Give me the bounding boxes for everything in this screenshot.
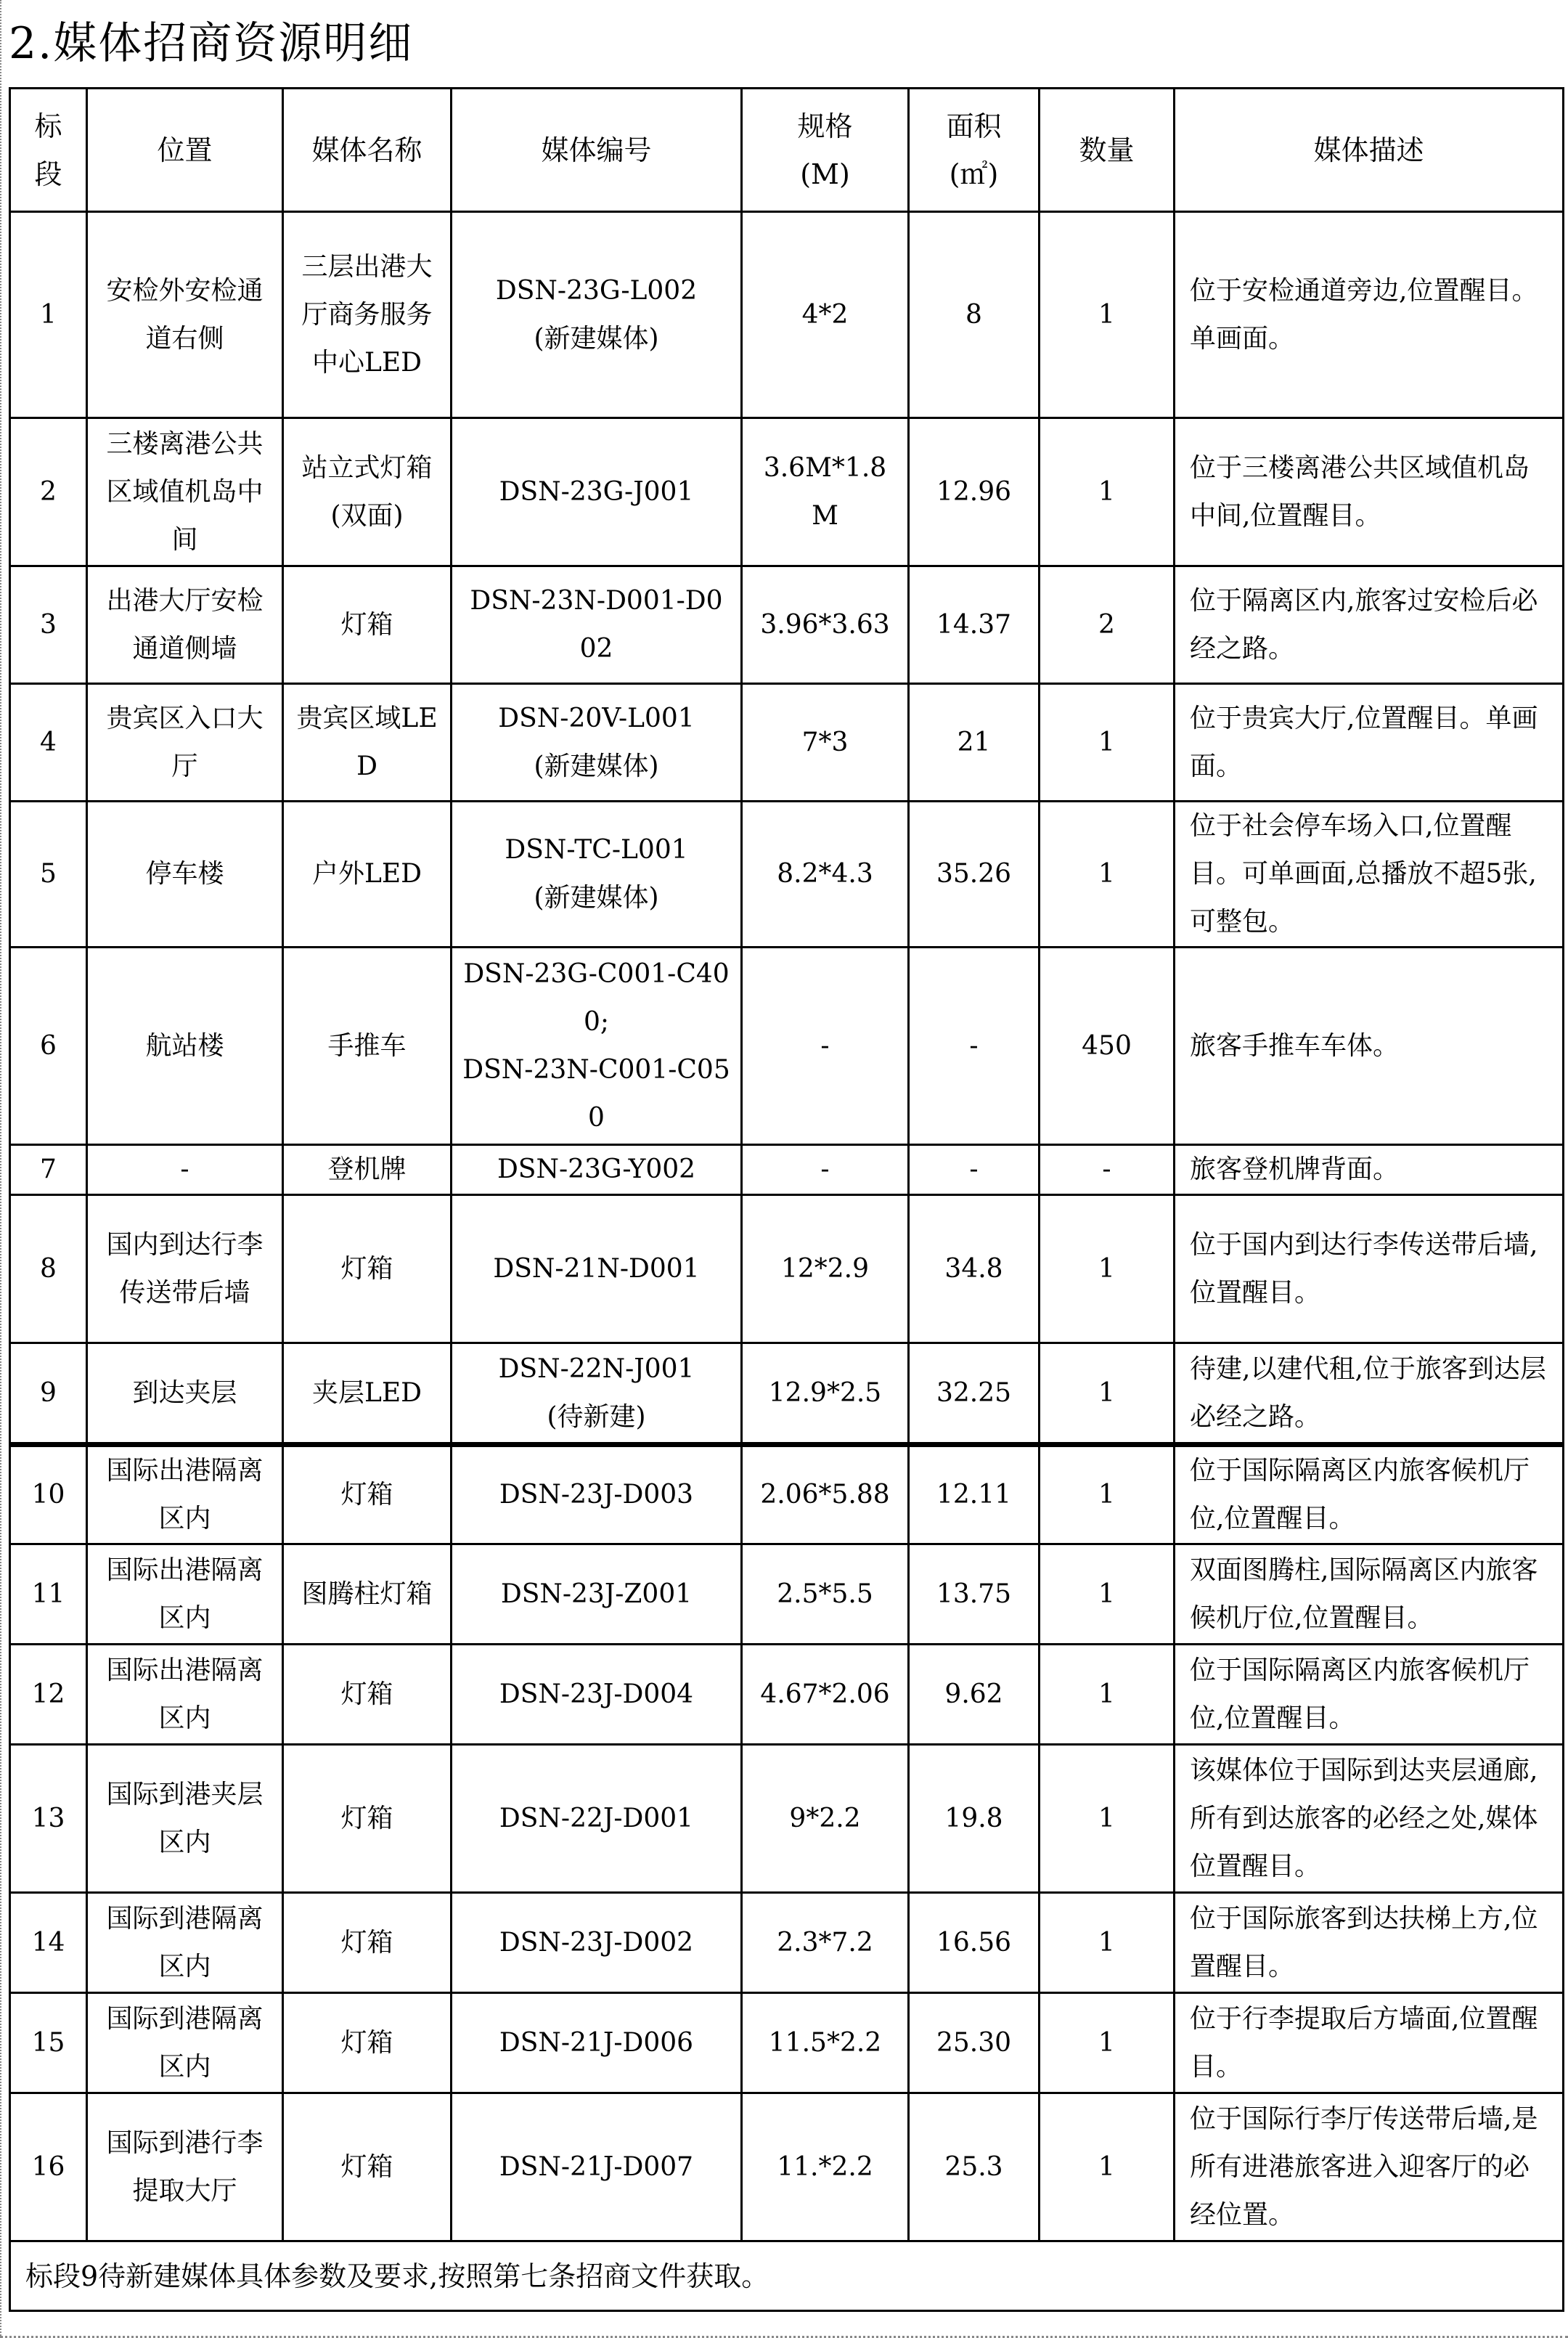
cell-spec: 3.6M*1.8M	[742, 418, 909, 566]
cell-description: 旅客手推车车体。	[1175, 948, 1564, 1145]
table-row	[10, 418, 1564, 566]
cell-media-code: DSN-23G-C001-C400; DSN-23N-C001-C050	[452, 948, 742, 1145]
cell-location: 停车楼	[87, 802, 283, 948]
table-row	[10, 1645, 1564, 1745]
cell-spec: 12*2.9	[742, 1195, 909, 1343]
cell-area: 8	[909, 212, 1040, 418]
media-resource-table	[9, 87, 1564, 2312]
cell-quantity: 1	[1040, 1445, 1175, 1544]
table-row	[10, 802, 1564, 948]
cell-spec: 2.3*7.2	[742, 1893, 909, 1993]
table-body	[10, 212, 1564, 2311]
table-row	[10, 1993, 1564, 2093]
table-row	[10, 566, 1564, 684]
cell-quantity: 1	[1040, 1745, 1175, 1893]
cell-media-code: DSN-20V-L001 (新建媒体)	[452, 684, 742, 802]
header-description: 媒体描述	[1175, 89, 1564, 212]
table-row	[10, 1544, 1564, 1645]
cell-quantity: 1	[1040, 1645, 1175, 1745]
cell-section-no: 15	[10, 1993, 87, 2093]
cell-location: 国际到港隔离区内	[87, 1893, 283, 1993]
cell-spec: 12.9*2.5	[742, 1343, 909, 1445]
table-row	[10, 1145, 1564, 1195]
header-media-code: 媒体编号	[452, 89, 742, 212]
table-row	[10, 1893, 1564, 1993]
cell-section-no: 16	[10, 2093, 87, 2241]
cell-area: 9.62	[909, 1645, 1040, 1745]
cell-description: 旅客登机牌背面。	[1175, 1145, 1564, 1195]
table-row	[10, 1195, 1564, 1343]
cell-media-name: 灯箱	[283, 1745, 452, 1893]
cell-media-name: 贵宾区域LED	[283, 684, 452, 802]
cell-spec: -	[742, 948, 909, 1145]
cell-media-code: DSN-23J-D003	[452, 1445, 742, 1544]
cell-description: 位于国际隔离区内旅客候机厅位,位置醒目。	[1175, 1445, 1564, 1544]
cell-spec: 4*2	[742, 212, 909, 418]
table-row	[10, 212, 1564, 418]
cell-media-name: 三层出港大厅商务服务中心LED	[283, 212, 452, 418]
cell-section-no: 3	[10, 566, 87, 684]
cell-section-no: 8	[10, 1195, 87, 1343]
cell-description: 位于行李提取后方墙面,位置醒目。	[1175, 1993, 1564, 2093]
table-row	[10, 1745, 1564, 1893]
cell-spec: 7*3	[742, 684, 909, 802]
cell-media-name: 灯箱	[283, 2093, 452, 2241]
table-row	[10, 948, 1564, 1145]
table-row	[10, 1445, 1564, 1544]
cell-spec: 9*2.2	[742, 1745, 909, 1893]
table-header-row	[10, 89, 1564, 212]
cell-section-no: 1	[10, 212, 87, 418]
header-quantity: 数量	[1040, 89, 1175, 212]
cell-area: 19.8	[909, 1745, 1040, 1893]
cell-quantity: 1	[1040, 802, 1175, 948]
cell-media-name: 登机牌	[283, 1145, 452, 1195]
cell-media-code: DSN-21J-D007	[452, 2093, 742, 2241]
cell-section-no: 13	[10, 1745, 87, 1893]
cell-description: 该媒体位于国际到达夹层通廊,所有到达旅客的必经之处,媒体位置醒目。	[1175, 1745, 1564, 1893]
cell-media-code: DSN-23G-L002 (新建媒体)	[452, 212, 742, 418]
table-row	[10, 2093, 1564, 2241]
cell-spec: 11.*2.2	[742, 2093, 909, 2241]
cell-media-name: 站立式灯箱(双面)	[283, 418, 452, 566]
cell-section-no: 9	[10, 1343, 87, 1445]
cell-location: 到达夹层	[87, 1343, 283, 1445]
cell-media-code: DSN-TC-L001 (新建媒体)	[452, 802, 742, 948]
cell-media-code: DSN-23J-Z001	[452, 1544, 742, 1645]
cell-spec: 4.67*2.06	[742, 1645, 909, 1745]
cell-location: 出港大厅安检通道侧墙	[87, 566, 283, 684]
cell-media-name: 图腾柱灯箱	[283, 1544, 452, 1645]
cell-media-name: 灯箱	[283, 1195, 452, 1343]
cell-quantity: 1	[1040, 1544, 1175, 1645]
header-area: 面积 (㎡)	[909, 89, 1040, 212]
cell-location: 国际到港夹层区内	[87, 1745, 283, 1893]
cell-description: 位于贵宾大厅,位置醒目。单画面。	[1175, 684, 1564, 802]
cell-quantity: 1	[1040, 418, 1175, 566]
table-row	[10, 684, 1564, 802]
cell-area: 12.96	[909, 418, 1040, 566]
cell-location: 国际到港隔离区内	[87, 1993, 283, 2093]
cell-location: 国内到达行李传送带后墙	[87, 1195, 283, 1343]
cell-section-no: 4	[10, 684, 87, 802]
cell-quantity: 1	[1040, 684, 1175, 802]
cell-quantity: 1	[1040, 1893, 1175, 1993]
cell-section-no: 7	[10, 1145, 87, 1195]
cell-description: 位于安检通道旁边,位置醒目。单画面。	[1175, 212, 1564, 418]
cell-media-name: 灯箱	[283, 1993, 452, 2093]
cell-location: 贵宾区入口大厅	[87, 684, 283, 802]
cell-description: 位于国际旅客到达扶梯上方,位置醒目。	[1175, 1893, 1564, 1993]
cell-location: 国际出港隔离区内	[87, 1645, 283, 1745]
cell-media-code: DSN-23J-D004	[452, 1645, 742, 1745]
cell-section-no: 2	[10, 418, 87, 566]
cell-area: 13.75	[909, 1544, 1040, 1645]
cell-media-code: DSN-23G-Y002	[452, 1145, 742, 1195]
cell-area: 25.3	[909, 2093, 1040, 2241]
cell-spec: 2.5*5.5	[742, 1544, 909, 1645]
cell-quantity: 450	[1040, 948, 1175, 1145]
cell-area: 21	[909, 684, 1040, 802]
cell-quantity: 1	[1040, 1993, 1175, 2093]
cell-section-no: 14	[10, 1893, 87, 1993]
cell-location: 三楼离港公共区域值机岛中间	[87, 418, 283, 566]
header-location: 位置	[87, 89, 283, 212]
cell-media-name: 手推车	[283, 948, 452, 1145]
footnote-row	[10, 2241, 1564, 2311]
cell-location: 航站楼	[87, 948, 283, 1145]
cell-section-no: 11	[10, 1544, 87, 1645]
cell-description: 位于国际隔离区内旅客候机厅位,位置醒目。	[1175, 1645, 1564, 1745]
cell-description: 位于三楼离港公共区域值机岛中间,位置醒目。	[1175, 418, 1564, 566]
header-media-name: 媒体名称	[283, 89, 452, 212]
cell-spec: 2.06*5.88	[742, 1445, 909, 1544]
cell-location: 国际出港隔离区内	[87, 1445, 283, 1544]
cell-area: 12.11	[909, 1445, 1040, 1544]
cell-description: 待建,以建代租,位于旅客到达层必经之路。	[1175, 1343, 1564, 1445]
cell-area: 32.25	[909, 1343, 1040, 1445]
cell-media-name: 灯箱	[283, 1445, 452, 1544]
cell-location: 国际出港隔离区内	[87, 1544, 283, 1645]
cell-area: 14.37	[909, 566, 1040, 684]
cell-quantity: 2	[1040, 566, 1175, 684]
cell-quantity: 1	[1040, 2093, 1175, 2241]
cell-media-code: DSN-21N-D001	[452, 1195, 742, 1343]
cell-area: 34.8	[909, 1195, 1040, 1343]
cell-area: 25.30	[909, 1993, 1040, 2093]
cell-media-code: DSN-22N-J001 (待新建)	[452, 1343, 742, 1445]
cell-media-code: DSN-22J-D001	[452, 1745, 742, 1893]
cell-location: 安检外安检通道右侧	[87, 212, 283, 418]
cell-quantity: -	[1040, 1145, 1175, 1195]
cell-section-no: 12	[10, 1645, 87, 1745]
cell-description: 位于隔离区内,旅客过安检后必经之路。	[1175, 566, 1564, 684]
cell-section-no: 10	[10, 1445, 87, 1544]
cell-media-code: DSN-23G-J001	[452, 418, 742, 566]
cell-media-code: DSN-23J-D002	[452, 1893, 742, 1993]
cell-media-code: DSN-23N-D001-D002	[452, 566, 742, 684]
cell-quantity: 1	[1040, 1343, 1175, 1445]
cell-spec: 11.5*2.2	[742, 1993, 909, 2093]
cell-description: 位于社会停车场入口,位置醒目。可单画面,总播放不超5张,可整包。	[1175, 802, 1564, 948]
cell-description: 位于国际行李厅传送带后墙,是所有进港旅客进入迎客厅的必经位置。	[1175, 2093, 1564, 2241]
cell-section-no: 6	[10, 948, 87, 1145]
cell-section-no: 5	[10, 802, 87, 948]
cell-description: 双面图腾柱,国际隔离区内旅客候机厅位,位置醒目。	[1175, 1544, 1564, 1645]
cell-location: 国际到港行李提取大厅	[87, 2093, 283, 2241]
cell-media-name: 户外LED	[283, 802, 452, 948]
cell-area: -	[909, 948, 1040, 1145]
cell-spec: 3.96*3.63	[742, 566, 909, 684]
cell-media-name: 灯箱	[283, 566, 452, 684]
cell-media-name: 夹层LED	[283, 1343, 452, 1445]
cell-quantity: 1	[1040, 212, 1175, 418]
cell-spec: -	[742, 1145, 909, 1195]
cell-quantity: 1	[1040, 1195, 1175, 1343]
cell-media-code: DSN-21J-D006	[452, 1993, 742, 2093]
cell-spec: 8.2*4.3	[742, 802, 909, 948]
cell-area: -	[909, 1145, 1040, 1195]
cell-area: 35.26	[909, 802, 1040, 948]
cell-description: 位于国内到达行李传送带后墙,位置醒目。	[1175, 1195, 1564, 1343]
cell-location: -	[87, 1145, 283, 1195]
header-section-no: 标段	[10, 89, 87, 212]
cell-media-name: 灯箱	[283, 1893, 452, 1993]
cell-area: 16.56	[909, 1893, 1040, 1993]
header-spec: 规格 (M)	[742, 89, 909, 212]
section-heading: 2.媒体招商资源明细	[9, 18, 414, 69]
footnote-text: 标段9待新建媒体具体参数及要求,按照第七条招商文件获取。	[10, 2241, 1564, 2311]
table-row	[10, 1343, 1564, 1445]
cell-media-name: 灯箱	[283, 1645, 452, 1745]
